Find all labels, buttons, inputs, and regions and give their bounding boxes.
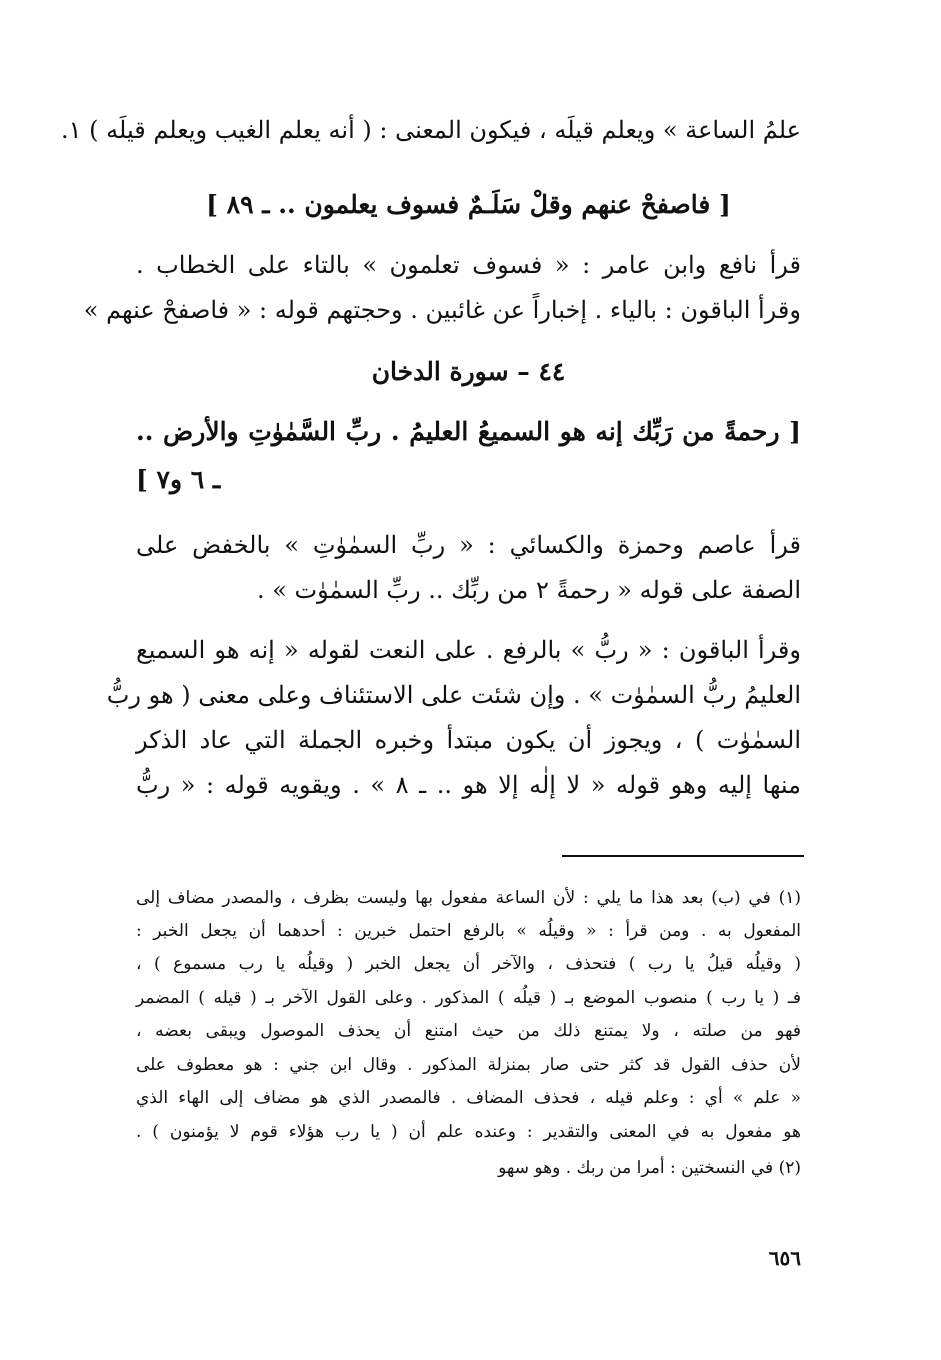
body-line-9: الصفة على قوله « رحمةً ٢ من ربِّك .. ربِّ السمٰوٰت » .	[256, 576, 801, 604]
body-line-8: قرأ عاصم وحمزة والكسائي : « ربِّ السمٰوٰتِ » بالخفض على	[136, 531, 801, 559]
verse-heading-89: [ فاصفحْ عنهم وقلْ سَلَـمٌ فسوف يعلمون .. ـ ٨٩ ]	[206, 190, 731, 219]
surah-title: ٤٤ – سورة الدخان	[371, 357, 566, 386]
footnote-line-4: فـ ( يا رب ) منصوب الموضع بـ ( قيلُه ) المذكور . وعلى القول الآخر بـ ( قيله ) المضمر	[136, 988, 801, 1008]
footnote-line-3: ( وقيلُه قيلُ يا رب ) فتحذف ، والآخر أن يجعل الخبر ( وقيلُه يا رب مسموع ) ،	[136, 954, 801, 974]
body-line-10: وقرأ الباقون : « ربُّ » بالرفع . على النعت لقوله « إنه هو السميع	[136, 636, 801, 664]
footnote-line-2: المفعول به . ومن قرأ : « وقيلُه » بالرفع احتمل خبرين : أحدهما أن يجعل الخبر :	[136, 921, 801, 941]
footnote-separator	[562, 855, 804, 857]
page-number: ٦٥٦	[768, 1246, 801, 1270]
body-line-3: قرأ نافع وابن عامر : « فسوف تعلمون » بالتاء على الخطاب .	[136, 251, 801, 279]
verse-heading-6-7-end: ـ ٦ و٧ ]	[136, 465, 221, 494]
body-line-13: منها إليه وهو قوله « لا إلٰه إلا هو .. ـ ٨ » . ويقويه قوله : « ربُّ	[136, 771, 802, 799]
footnote-line-1: (١) في (ب) بعد هذا ما يلي : لأن الساعة مفعول بها وليست بظرف ، والمصدر مضاف إلى	[136, 888, 801, 908]
footnote-line-8: هو مفعول به في المعنى والتقدير : وعنده علم أن ( يا رب هؤلاء قوم لا يؤمنون ) .	[136, 1122, 801, 1142]
footnote-line-7: « علم » أي : وعلم قيله ، فحذف المضاف . فالمصدر الذي هو مضاف إلى الهاء الذي	[136, 1088, 801, 1108]
body-line-1: علمُ الساعة » ويعلم قيلَه ، فيكون المعنى : ( أنه يعلم الغيب ويعلم قيلَه ) ١.	[61, 116, 801, 144]
body-line-11: العليمُ ربُّ السمٰوٰت » . وإن شئت على الاستئناف وعلى معنى ( هو ربُّ	[106, 681, 801, 709]
footnote-line-9: (٢) في النسختين : أمرا من ربك . وهو سهو	[498, 1158, 801, 1178]
verse-heading-6-7: [ رحمةً من رَبِّك إنه هو السميعُ العليمُ . ربِّ السَّمٰوٰتِ والأرض ..	[136, 417, 801, 446]
footnote-line-6: لأن حذف القول قد كثر حتى صار بمنزلة المذكور . وقال ابن جني : هو معطوف على	[136, 1055, 801, 1075]
body-line-4: وقرأ الباقون : بالياء . إخباراً عن غائبين . وحجتهم قوله : « فاصفحْ عنهم »	[83, 296, 801, 324]
body-line-12: السمٰوٰت ) ، ويجوز أن يكون مبتدأ وخبره الجملة التي عاد الذكر	[136, 726, 801, 754]
footnote-line-5: فهو من صلته ، ولا يمتنع ذلك من حيث امتنع أن يحذف الموصول ويبقى بعضه ،	[136, 1021, 801, 1041]
